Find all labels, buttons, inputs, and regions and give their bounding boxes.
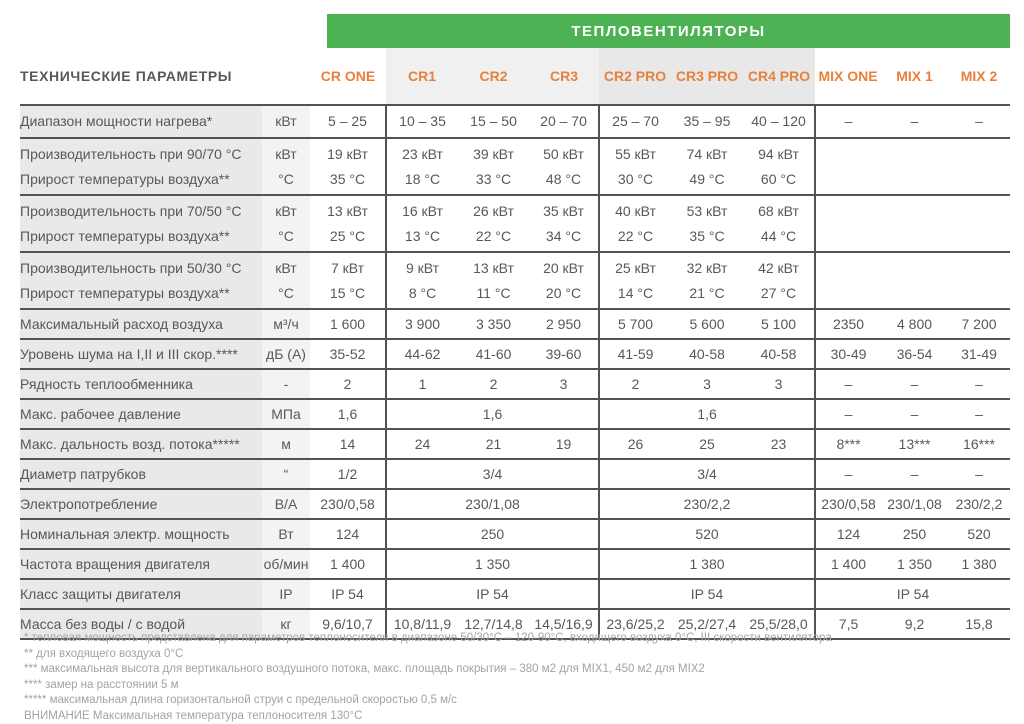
row-unit: кВт °С xyxy=(262,252,310,309)
cell: 40-58 xyxy=(743,339,815,369)
cell xyxy=(948,252,1010,309)
cell: 39-60 xyxy=(529,339,599,369)
cell: – xyxy=(948,399,1010,429)
row-unit: кВт °С xyxy=(262,138,310,195)
cell xyxy=(948,195,1010,252)
cell: 42 кВт 27 °С xyxy=(743,252,815,309)
row-label: Электропотребление xyxy=(20,489,262,519)
cell: – xyxy=(815,459,881,489)
cell: 230/2,2 xyxy=(948,489,1010,519)
cell: 19 xyxy=(529,429,599,459)
row-label: Класс защиты двигателя xyxy=(20,579,262,609)
cell: 3 350 xyxy=(458,309,529,339)
row-unit: “ xyxy=(262,459,310,489)
footnote: ** для входящего воздуха 0°С xyxy=(24,647,1004,663)
cell: 5 – 25 xyxy=(310,105,386,138)
category-banner-title: ТЕПЛОВЕНТИЛЯТОРЫ xyxy=(571,23,765,40)
cell: IP 54 xyxy=(599,579,815,609)
cell: 25,5/28,0 xyxy=(743,609,815,639)
cell: 16*** xyxy=(948,429,1010,459)
column-header-mix-1: MIX 1 xyxy=(881,48,948,105)
cell: – xyxy=(948,459,1010,489)
row-label: Частота вращения двигателя xyxy=(20,549,262,579)
table-row xyxy=(20,429,1010,459)
cell: 35-52 xyxy=(310,339,386,369)
cell: 250 xyxy=(386,519,599,549)
cell: 7,5 xyxy=(815,609,881,639)
table-row xyxy=(20,138,1010,195)
row-label: Производительность при 90/70 °С Прирост температуры воздуха** xyxy=(20,138,262,195)
cell xyxy=(815,138,881,195)
cell: 1 380 xyxy=(948,549,1010,579)
cell: 35 кВт 34 °С xyxy=(529,195,599,252)
row-unit: МПа xyxy=(262,399,310,429)
cell: – xyxy=(881,459,948,489)
cell: 15 – 50 xyxy=(458,105,529,138)
cell: 230/1,08 xyxy=(386,489,599,519)
cell: 23,6/25,2 xyxy=(599,609,671,639)
cell: 25 кВт 14 °С xyxy=(599,252,671,309)
cell: 3 xyxy=(671,369,743,399)
cell: IP 54 xyxy=(815,579,1010,609)
cell: 25,2/27,4 xyxy=(671,609,743,639)
cell: 55 кВт 30 °С xyxy=(599,138,671,195)
cell: 12,7/14,8 xyxy=(458,609,529,639)
cell: 2 xyxy=(599,369,671,399)
cell: – xyxy=(815,369,881,399)
column-header-cr3: CR3 xyxy=(529,48,599,105)
table-row xyxy=(20,252,1010,309)
table-row xyxy=(20,309,1010,339)
cell xyxy=(881,138,948,195)
table-row xyxy=(20,105,1010,138)
row-label: Производительность при 70/50 °С Прирост температуры воздуха** xyxy=(20,195,262,252)
cell: 35 – 95 xyxy=(671,105,743,138)
cell: 10 – 35 xyxy=(386,105,458,138)
row-unit: кВт xyxy=(262,105,310,138)
row-label: Номинальная электр. мощность xyxy=(20,519,262,549)
row-unit: м³/ч xyxy=(262,309,310,339)
cell: 20 кВт 20 °С xyxy=(529,252,599,309)
cell: 68 кВт 44 °С xyxy=(743,195,815,252)
cell: 94 кВт 60 °С xyxy=(743,138,815,195)
cell: 16 кВт 13 °С xyxy=(386,195,458,252)
cell: – xyxy=(881,369,948,399)
column-header-cr1: CR1 xyxy=(386,48,458,105)
row-unit: Вт xyxy=(262,519,310,549)
row-unit: В/А xyxy=(262,489,310,519)
cell: – xyxy=(948,105,1010,138)
cell: 26 xyxy=(599,429,671,459)
footnote: **** замер на расстоянии 5 м xyxy=(24,678,1004,694)
cell: 14 xyxy=(310,429,386,459)
row-label: Диаметр патрубков xyxy=(20,459,262,489)
row-unit: IP xyxy=(262,579,310,609)
table-row xyxy=(20,519,1010,549)
cell: 23 xyxy=(743,429,815,459)
cell: 74 кВт 49 °С xyxy=(671,138,743,195)
cell: 1,6 xyxy=(310,399,386,429)
table-row xyxy=(20,195,1010,252)
row-unit: кВт °С xyxy=(262,195,310,252)
cell: 40 – 120 xyxy=(743,105,815,138)
cell: 230/0,58 xyxy=(815,489,881,519)
spec-table-body xyxy=(20,105,1010,639)
row-unit: дБ (А) xyxy=(262,339,310,369)
cell: 9 кВт 8 °С xyxy=(386,252,458,309)
cell: 41-60 xyxy=(458,339,529,369)
table-row xyxy=(20,579,1010,609)
cell: 20 – 70 xyxy=(529,105,599,138)
cell: 53 кВт 35 °С xyxy=(671,195,743,252)
cell: 1/2 xyxy=(310,459,386,489)
cell: 7 200 xyxy=(948,309,1010,339)
table-row xyxy=(20,339,1010,369)
cell: 5 600 xyxy=(671,309,743,339)
cell: 1 600 xyxy=(310,309,386,339)
cell: 13 кВт 25 °С xyxy=(310,195,386,252)
cell: 1 350 xyxy=(386,549,599,579)
cell: 2 xyxy=(310,369,386,399)
row-label: Макс. дальность возд. потока***** xyxy=(20,429,262,459)
row-label: Рядность теплообменника xyxy=(20,369,262,399)
cell: 24 xyxy=(386,429,458,459)
table-row xyxy=(20,369,1010,399)
row-label: Макс. рабочее давление xyxy=(20,399,262,429)
cell: 10,8/11,9 xyxy=(386,609,458,639)
row-label: Уровень шума на I,II и III скор.**** xyxy=(20,339,262,369)
cell: 230/2,2 xyxy=(599,489,815,519)
cell: 230/1,08 xyxy=(881,489,948,519)
cell: 9,2 xyxy=(881,609,948,639)
table-row xyxy=(20,399,1010,429)
cell xyxy=(881,252,948,309)
cell: 25 – 70 xyxy=(599,105,671,138)
cell: 3/4 xyxy=(386,459,599,489)
cell: 520 xyxy=(948,519,1010,549)
cell xyxy=(881,195,948,252)
cell: 13*** xyxy=(881,429,948,459)
cell: 1 380 xyxy=(599,549,815,579)
cell: 19 кВт 35 °С xyxy=(310,138,386,195)
column-header-cr3-pro: CR3 PRO xyxy=(671,48,743,105)
cell: 1 350 xyxy=(881,549,948,579)
cell xyxy=(948,138,1010,195)
cell: 230/0,58 xyxy=(310,489,386,519)
row-label: Максимальный расход воздуха xyxy=(20,309,262,339)
cell: 26 кВт 22 °С xyxy=(458,195,529,252)
footnote: ***** максимальная длина горизонтальной струи с предельной скоростью 0,5 м/с xyxy=(24,693,1004,709)
cell: IP 54 xyxy=(386,579,599,609)
cell: 2 xyxy=(458,369,529,399)
footnote: *** максимальная высота для вертикального воздушного потока, макс. площадь покрытия – 380 м2 для MIX1, 450 м2 для MIX2 xyxy=(24,662,1004,678)
cell: – xyxy=(881,399,948,429)
column-header-cr2-pro: CR2 PRO xyxy=(599,48,671,105)
cell: 3 xyxy=(743,369,815,399)
cell: – xyxy=(815,105,881,138)
cell: 8*** xyxy=(815,429,881,459)
cell: 3 xyxy=(529,369,599,399)
cell: – xyxy=(881,105,948,138)
cell: – xyxy=(948,369,1010,399)
row-label: Масса без воды / с водой xyxy=(20,609,262,639)
cell: 41-59 xyxy=(599,339,671,369)
cell: 4 800 xyxy=(881,309,948,339)
column-header-cr2: CR2 xyxy=(458,48,529,105)
cell: 2 950 xyxy=(529,309,599,339)
spec-table xyxy=(20,48,1010,640)
cell: 40-58 xyxy=(671,339,743,369)
cell: 1 400 xyxy=(310,549,386,579)
cell: – xyxy=(815,399,881,429)
model-header-row xyxy=(20,48,1010,105)
table-row xyxy=(20,459,1010,489)
category-banner xyxy=(327,14,1010,48)
cell: 39 кВт 33 °С xyxy=(458,138,529,195)
cell xyxy=(815,195,881,252)
cell xyxy=(815,252,881,309)
table-row xyxy=(20,489,1010,519)
footnote: * тепловая мощность представлена для параметров теплоносителя в диапазоне 50/30°С – 120-90°С, входящего воздуха 0°С, III скорости вентилятора xyxy=(24,631,1004,647)
cell: 1 400 xyxy=(815,549,881,579)
row-unit: об/мин xyxy=(262,549,310,579)
column-header-mix-one: MIX ONE xyxy=(815,48,881,105)
table-row xyxy=(20,549,1010,579)
cell: 21 xyxy=(458,429,529,459)
cell: 32 кВт 21 °С xyxy=(671,252,743,309)
footnote: ВНИМАНИЕ Максимальная температура теплоносителя 130°С xyxy=(24,709,1004,724)
cell: 9,6/10,7 xyxy=(310,609,386,639)
cell: 31-49 xyxy=(948,339,1010,369)
cell: 1,6 xyxy=(386,399,599,429)
cell: 14,5/16,9 xyxy=(529,609,599,639)
cell: 1 xyxy=(386,369,458,399)
row-unit: - xyxy=(262,369,310,399)
row-label: Диапазон мощности нагрева* xyxy=(20,105,262,138)
column-header-cr4-pro: CR4 PRO xyxy=(743,48,815,105)
column-header-mix-2: MIX 2 xyxy=(948,48,1010,105)
table-heading: ТЕХНИЧЕСКИЕ ПАРАМЕТРЫ xyxy=(20,48,310,105)
cell: 23 кВт 18 °С xyxy=(386,138,458,195)
cell: 50 кВт 48 °С xyxy=(529,138,599,195)
row-unit: м xyxy=(262,429,310,459)
cell: 3 900 xyxy=(386,309,458,339)
cell: 2350 xyxy=(815,309,881,339)
cell: 36-54 xyxy=(881,339,948,369)
cell: 13 кВт 11 °С xyxy=(458,252,529,309)
cell: 3/4 xyxy=(599,459,815,489)
cell: 124 xyxy=(815,519,881,549)
column-header-cr-one: CR ONE xyxy=(310,48,386,105)
row-unit: кг xyxy=(262,609,310,639)
cell: 250 xyxy=(881,519,948,549)
row-label: Производительность при 50/30 °С Прирост температуры воздуха** xyxy=(20,252,262,309)
cell: 124 xyxy=(310,519,386,549)
cell: 44-62 xyxy=(386,339,458,369)
cell: IP 54 xyxy=(310,579,386,609)
cell: 5 700 xyxy=(599,309,671,339)
cell: 40 кВт 22 °С xyxy=(599,195,671,252)
cell: 5 100 xyxy=(743,309,815,339)
cell: 25 xyxy=(671,429,743,459)
cell: 15,8 xyxy=(948,609,1010,639)
cell: 520 xyxy=(599,519,815,549)
cell: 7 кВт 15 °С xyxy=(310,252,386,309)
footnotes xyxy=(24,631,1004,724)
cell: 1,6 xyxy=(599,399,815,429)
cell: 30-49 xyxy=(815,339,881,369)
